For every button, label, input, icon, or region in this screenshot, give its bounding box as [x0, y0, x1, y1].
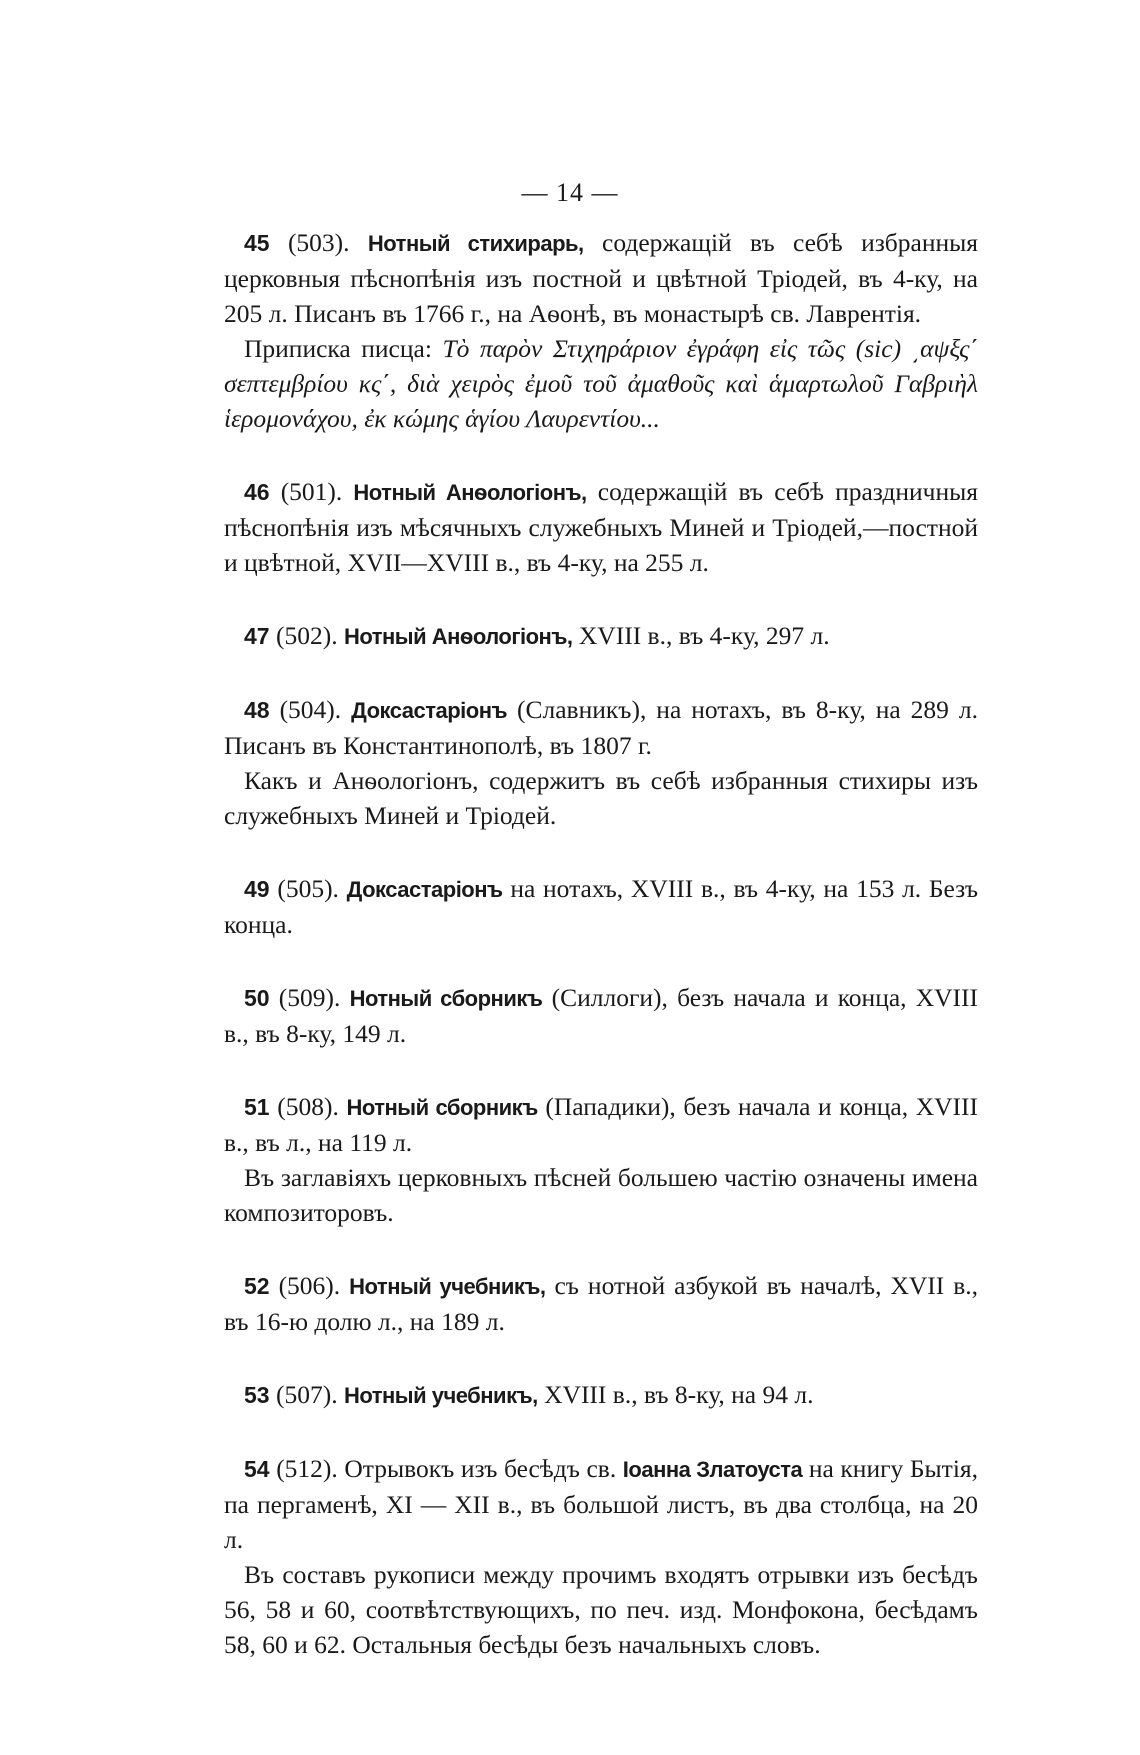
- entry-description: содержащій въ себѣ избранныя церковныя пѣснопѣнія изъ постной и цвѣтной Тріодей, въ 4-ку, на 205 л. Писанъ въ 1766 г., на Аѳонѣ, въ монастырѣ св. Лаврентія.: [224, 228, 978, 328]
- entry-title: Нотный Анѳологіонъ,: [353, 480, 587, 505]
- entry-reference: (507).: [275, 1380, 344, 1409]
- entry-reference: (504).: [279, 695, 352, 724]
- catalog-entry: [224, 980, 978, 1051]
- catalog-entry: [224, 1268, 978, 1339]
- page-number: — 14 —: [521, 178, 619, 207]
- entry-number: 53: [244, 1382, 270, 1408]
- entry-title: Нотный стихирарь,: [367, 231, 584, 256]
- entry-heading-paragraph: [224, 871, 978, 942]
- entry-heading-paragraph: [224, 692, 978, 763]
- entry-title: Нотный учебникъ,: [343, 1383, 538, 1408]
- catalog-entry: [224, 1451, 978, 1662]
- catalog-entry: [224, 871, 978, 942]
- entry-description: содержащій въ себѣ праздничныя пѣснопѣнія изъ мѣсячныхъ служебныхъ Миней и Тріодей,—постной и цвѣтной, XVII—XVIII в., въ 4-ку, на 255 л.: [224, 477, 978, 577]
- scribe-note-label: Приписка писца:: [244, 334, 443, 363]
- entry-number: 54: [244, 1456, 270, 1482]
- entry-reference: (502).: [275, 621, 344, 650]
- entry-heading-paragraph: [224, 1451, 978, 1557]
- entry-number: 47: [244, 623, 270, 649]
- entry-reference: (501).: [280, 477, 354, 506]
- entry-description: съ нотной азбукой въ началѣ, XVII в., въ 16-ю долю л., на 189 л.: [224, 1271, 979, 1336]
- entry-reference: (505).: [277, 874, 347, 903]
- entry-reference: (508).: [277, 1092, 347, 1121]
- entry-reference: (503).: [287, 228, 368, 257]
- entry-number: 49: [244, 876, 270, 902]
- entry-title: Доксастаріонъ: [351, 698, 508, 723]
- entry-reference: (512). Отрывокъ изъ бесѣдъ св.: [276, 1454, 623, 1483]
- entry-number: 45: [244, 230, 270, 256]
- entry-description: XVIII в., въ 4-ку, 297 л.: [572, 621, 830, 650]
- entry-reference: (506).: [278, 1271, 350, 1300]
- entry-reference: (509).: [278, 983, 350, 1012]
- entry-heading-paragraph: [224, 225, 978, 331]
- entry-title: Доксастаріонъ: [346, 877, 503, 902]
- entry-heading-paragraph: [224, 980, 978, 1051]
- entry-title: Нотный сборникъ: [346, 1095, 538, 1120]
- catalog-entry: [224, 692, 978, 833]
- entry-heading-paragraph: [224, 618, 978, 654]
- entry-note-paragraph: [224, 1160, 978, 1230]
- entry-description: (Славникъ), на нотахъ, въ 8-ку, на 289 л. Писанъ въ Константинополѣ, въ 1807 г.: [224, 695, 978, 760]
- entry-number: 46: [244, 479, 270, 505]
- catalog-entry: [224, 225, 978, 436]
- entry-heading-paragraph: [224, 1089, 978, 1160]
- entry-description: на нотахъ, XVIII в., въ 4-ку, на 153 л. Безъ конца.: [224, 874, 978, 939]
- entry-description: XVIII в., въ 8-ку, на 94 л.: [537, 1380, 814, 1409]
- catalog-entry: [224, 1089, 978, 1230]
- entry-number: 48: [244, 697, 270, 723]
- entry-heading-paragraph: [224, 1268, 978, 1339]
- entry-title: Іоанна Златоуста: [622, 1457, 803, 1482]
- entry-number: 52: [244, 1273, 270, 1299]
- entry-note-paragraph: [224, 763, 978, 833]
- entry-number: 50: [244, 985, 270, 1011]
- entry-title: Нотный сборникъ: [349, 986, 543, 1011]
- catalog-entry: [224, 1377, 978, 1413]
- catalog-entries: [224, 225, 978, 1700]
- entry-description: Какъ и Анѳологіонъ, содержитъ въ себѣ избранныя стихиры изъ служебныхъ Миней и Тріодей.: [224, 766, 978, 830]
- entry-description: (Пападики), безъ начала и конца, XVIII в., въ л., на 119 л.: [224, 1092, 979, 1157]
- catalog-entry: [224, 618, 978, 654]
- entry-description: Въ заглавіяхъ церковныхъ пѣсней большею частію означены имена композиторовъ.: [224, 1163, 978, 1227]
- entry-note-paragraph: [224, 331, 978, 436]
- entry-heading-paragraph: [224, 474, 978, 580]
- catalog-entry: [224, 474, 978, 580]
- entry-title: Нотный учебникъ,: [349, 1274, 546, 1299]
- greek-inscription: Τὸ παρὸν Στιχηράριον ἐγράφη εἰς τῶς (sic) ͵αψξς΄ σεπτεμβρίου κς΄, διὰ χειρὸς ἐμοῦ τοῦ ἀμαθοῦς καὶ ἁμαρτωλοῦ Γαβριὴλ ἱερομονάχου, ἐκ κώμης ἁγίου Λαυρεντίου...: [224, 334, 979, 433]
- entry-description: (Силлоги), безъ начала и конца, XVIII в., въ 8-ку, 149 л.: [224, 983, 979, 1048]
- entry-heading-paragraph: [224, 1377, 978, 1413]
- entry-description: Въ составъ рукописи между прочимъ входятъ отрывки изъ бесѣдъ 56, 58 и 60, соотвѣтствующихъ, по печ. изд. Монфокона, бесѣдамъ 58, 60 и 62. Остальныя бесѣды безъ начальныхъ словъ.: [224, 1560, 978, 1659]
- entry-number: 51: [244, 1094, 270, 1120]
- entry-title: Нотный Анѳологіонъ,: [343, 624, 573, 649]
- entry-note-paragraph: [224, 1557, 978, 1662]
- entry-description: на книгу Бытія, па пергаменѣ, XI — XII в., въ большой листъ, въ два столбца, на 20 л.: [224, 1454, 979, 1554]
